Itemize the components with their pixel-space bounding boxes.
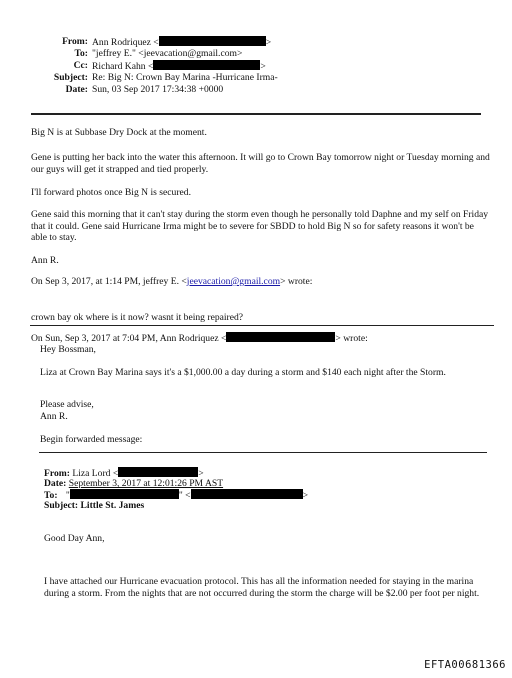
fwd-greeting: Good Day Ann,: [44, 533, 105, 544]
reply-line-jeffrey: crown bay ok where is it now? wasnt it being repaired?: [31, 312, 244, 323]
header-from-end: >: [265, 37, 272, 48]
header-cc-value: Richard Kahn <: [92, 61, 154, 72]
fwd-from-row: From: Liza Lord < >: [44, 468, 204, 479]
body-paragraph-3: I'll forward photos once Big N is secured.: [31, 187, 191, 198]
body-paragraph-1: Big N is at Subbase Dry Dock at the moment.: [31, 127, 207, 138]
fwd-to-row: To: " " < >: [44, 490, 308, 501]
header-to-value: "jeffrey E." <jeevacation@gmail.com>: [92, 48, 243, 59]
header-cc-row: [0, 60, 480, 71]
header-date-value: Sun, 03 Sep 2017 17:34:38 +0000: [92, 84, 224, 95]
fwd-subject-row: Subject: Little St. James: [44, 500, 145, 511]
quote-header-jeffrey: On Sep 3, 2017, at 1:14 PM, jeffrey E. <jeevacation@gmail.com> wrote:: [31, 276, 313, 287]
header-to-label: To:: [74, 48, 88, 59]
header-cc-label: Cc:: [73, 60, 88, 71]
body-paragraph-2: Gene is putting her back into the water this afternoon. It will go to Crown Bay tomorrow night or Tuesday morning and our guys will get it strapped and tied properly.: [31, 152, 490, 175]
header-divider: [31, 113, 481, 115]
quote-divider: [30, 325, 494, 326]
header-from-row: [0, 36, 480, 47]
header-cc-end: >: [260, 61, 266, 72]
body-paragraph-4: Gene said this morning that it can't stay during the storm even though he personally told Daphne and my self on Friday that it could. Gene said Hurricane Irma might be to severe for SBDD to hold Big N so for safety reasons it won't be able to stay.: [31, 209, 489, 243]
header-subject-row: [0, 72, 480, 83]
header-date-label: Date:: [65, 84, 88, 95]
signature-ann-r: Ann R.: [31, 255, 59, 266]
fwd-date-row: Date: September 3, 2017 at 12:01:26 PM AST: [44, 478, 224, 489]
email-link[interactable]: jeevacation@gmail.com: [186, 276, 281, 287]
header-from-value: Ann Rodriquez <: [92, 37, 159, 48]
forward-divider: [39, 452, 487, 453]
document-id: EFTA00681366: [424, 659, 506, 671]
header-subject-value: Re: Big N: Crown Bay Marina -Hurricane Irma-: [92, 72, 278, 83]
header-to-row: [0, 48, 480, 59]
redaction-bar: [70, 489, 179, 499]
redaction-bar: [153, 60, 260, 70]
redaction-bar: [118, 467, 198, 477]
begin-forwarded-message: Begin forwarded message:: [40, 434, 143, 445]
greeting-bossman: Hey Bossman,: [40, 344, 96, 355]
quote-header-ann: On Sun, Sep 3, 2017 at 7:04 PM, Ann Rodriquez < > wrote:: [31, 333, 368, 344]
please-advise: Please advise,: [40, 399, 94, 410]
fwd-paragraph: I have attached our Hurricane evacuation protocol. This has all the information needed for staying in the marina during a storm. From the nights that are not occurred during the storm the charge will be $2.00 per foot per night.: [44, 576, 480, 599]
header-date-row: [0, 84, 480, 95]
header-from-label: From:: [62, 36, 88, 47]
signature-ann-r-2: Ann R.: [40, 411, 68, 422]
liza-rate-line: Liza at Crown Bay Marina says it's a $1,000.00 a day during a storm and $140 each night after the Storm.: [40, 367, 446, 378]
redaction-bar: [226, 332, 335, 342]
redaction-bar: [159, 36, 266, 46]
redaction-bar: [191, 489, 303, 499]
header-subject-label: Subject:: [53, 72, 88, 83]
